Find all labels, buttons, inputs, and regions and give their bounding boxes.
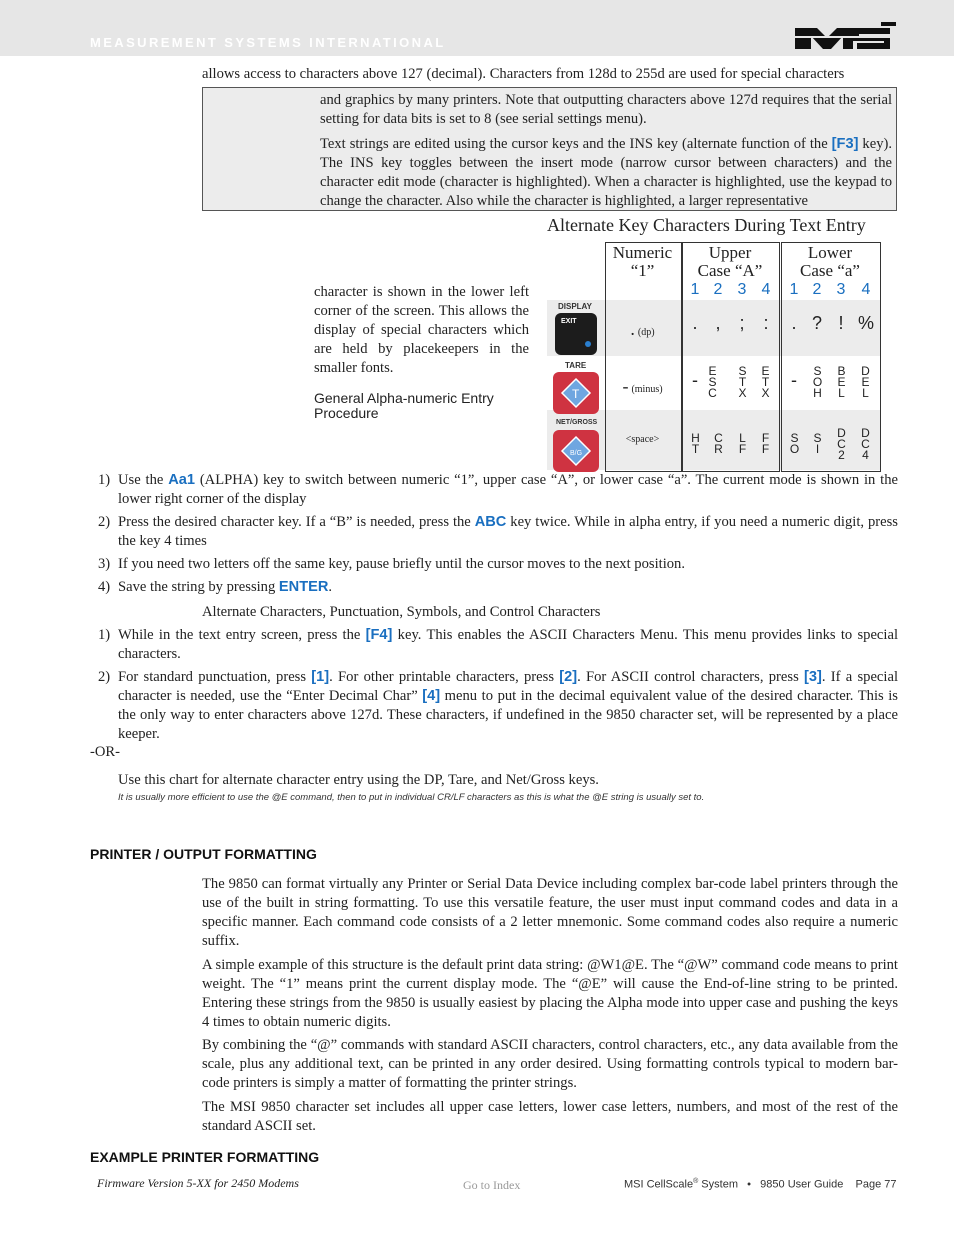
lower-num-4: 4 [861,281,871,298]
upper-r1-2: , [715,313,721,333]
note-para-1: and graphics by many printers. Note that outputting characters above 127d requires that the serial setting for data bits is set to 8 (see serial settings menu). [320,92,892,127]
svg-text:T: T [572,387,580,401]
lower-r2-2: SOH [812,364,823,400]
lower-r3-2: SI [813,431,822,456]
lower-r3-3: DC2 [837,426,846,462]
upper-r1-1: . [692,313,698,333]
step-2: 2) Press the desired character key. If a “B” is needed, press the ABC key twice. While in alpha entry, if you need a numeric digit, press the key 4 times [98,514,898,549]
paragraph-4: The MSI 9850 character set includes all upper case letters, lower case letters, numbers, and most of the rest of the standard ASCII set. [202,1099,898,1134]
note-box [202,87,897,211]
chart-title: Alternate Key Characters During Text Entry [547,215,866,235]
footer-firmware: Firmware Version 5-XX for 2450 Modems [97,1176,299,1190]
upper-r2-3: STX [738,364,747,400]
intro-text: allows access to characters above 127 (decimal). Characters from 128d to 255d are used for special characters [202,66,845,82]
alt-step-2: 2) For standard punctuation, press [1]. For other printable characters, press [2]. For ASCII control characters, press [3]. If a special character is needed, use the “Enter Decimal Char” [4] menu to put in the decimal equivalent value of the desired character. This is the only way to enter characters above 127d. These characters, if undefined in the 9850 character set, will be represented by a place keeper. [98,669,899,742]
company-name: MEASUREMENT SYSTEMS INTERNATIONAL [90,35,446,50]
lower-header: Lower [807,243,853,262]
lower-r2-3: BEL [837,364,846,400]
upper-num-4: 4 [761,281,771,298]
tare-key-icon [553,372,599,414]
lower-subheader: Case “a” [800,261,860,280]
step-1: 1) Use the Aa1 (ALPHA) key to switch between numeric “1”, upper case “A”, or lower case “a”. The current mode is shown in the lower right corner of the display [98,472,898,507]
upper-r3-1: HT [691,431,700,456]
netgross-key-icon [553,430,599,472]
lower-r3-4: DC4 [861,426,870,462]
upper-r3-2: CR [714,431,723,456]
upper-r3-3: LF [738,431,747,456]
lower-r1-4: % [857,313,874,333]
lower-r1-2: ? [811,313,822,333]
key-1-link[interactable]: [1] [311,669,330,685]
go-to-index-link[interactable]: Go to Index [463,1178,521,1192]
lower-num-3: 3 [836,281,846,298]
footer-page-info: MSI CellScale® System • 9850 User Guide Page 77 [624,1178,897,1191]
lower-num-2: 2 [812,281,822,298]
key-4-link[interactable]: [4] [422,688,441,704]
upper-r1-3: ; [739,313,745,333]
display-key-label: DISPLAY [558,302,592,311]
paragraph-2: A simple example of this structure is the default print data string: @W1@E. The “@W” command code means to print weight. The “1” means print the current display mode. The “@E” will cause the End-of-line string to be printed. Entering these strings from the 9850 is usually easiest by placing the Alpha mode into upper case and pushing the keys 4 times to obtain numeric digits. [202,957,898,1030]
lower-num-1: 1 [789,281,799,298]
f3-key-link[interactable]: [F3] [831,136,859,152]
subhead-alternate-chars: Alternate Characters, Punctuation, Symbols, and Control Characters [202,604,601,620]
upper-num-2: 2 [713,281,723,298]
numeric-header: Numeric [612,243,673,262]
lower-r3-1: SO [789,431,800,456]
chart-use-text: Use this chart for alternate character entry using the DP, Tare, and Net/Gross keys. [118,772,599,788]
lower-r1-3: ! [838,313,844,333]
note-para-2: Text strings are edited using the cursor keys and the INS key (alternate function of the [F3] key). The INS key toggles between the insert mode (narrow cursor between characters) and the character edit mode (character is highlighted). When a character is highlighted, use the keypad to change the character. Also while the character is highlighted, a larger representative [320,136,892,209]
msi-logo [795,22,896,50]
alt-step-1: 1) While in the text entry screen, press the [F4] key. This enables the ASCII Characters Menu. This menu provides links to special characters. [98,627,899,662]
abc-key-link[interactable]: ABC [474,514,507,530]
step-3: 3) If you need two letters off the same key, pause briefly until the cursor moves to the next position. [98,556,685,572]
subhead-general-entry: General Alpha-numeric Entry Procedure [314,390,494,421]
side-paragraph: character is shown in the lower left corner of the screen. This allows the display of special characters which are held by placekeepers in the smaller fonts. [314,284,529,376]
upper-r3-4: FF [761,431,770,456]
lower-r2-1: - [791,370,797,390]
upper-r2-1: - [692,370,698,390]
enter-key-link[interactable]: ENTER [278,579,329,595]
section-example-printer: EXAMPLE PRINTER FORMATTING [90,1149,320,1165]
lower-r2-4: DEL [861,364,870,400]
lower-r1-1: . [791,313,797,333]
upper-r2-4: ETX [761,364,770,400]
aa1-key-link[interactable]: Aa1 [168,472,195,488]
step-4: 4) Save the string by pressing ENTER. [98,579,333,595]
key-2-link[interactable]: [2] [559,669,578,685]
tare-key-label: TARE [565,361,587,370]
numeric-subheader: “1” [630,261,655,280]
numeric-space: <space> [625,434,660,445]
paragraph-3: By combining the “@” commands with standard ASCII characters, control characters, etc., any data available from the scale, plus any additional text, can be printed in any order desired. Using formatting controls typical to modern bar-code printers is simply a matter of formatting the printer strings. [202,1037,898,1091]
paragraph-1: The 9850 can format virtually any Printer or Serial Data Device including complex bar-code label printers through the use of the built in string formatting. To use this versatile feature, the user must input command codes and data in a specific manner. Each command code consists of a 2 letter mnemonic. Some command codes also require a numeric suffix. [202,876,898,949]
upper-r1-4: : [763,313,769,333]
svg-text:B/G: B/G [570,450,583,457]
numeric-dp: . (dp) [630,319,655,339]
upper-r2-2: ESC [708,364,717,400]
or-text: -OR- [90,744,120,760]
display-exit-key-icon: EXIT [555,313,597,355]
numeric-minus: - (minus) [622,376,663,396]
netgross-key-label: NET/GROSS [556,419,598,426]
section-printer-output: PRINTER / OUTPUT FORMATTING [90,846,317,862]
f4-key-link[interactable]: [F4] [365,627,393,643]
upper-header: Upper [708,243,752,262]
upper-num-3: 3 [737,281,747,298]
upper-subheader: Case “A” [697,261,763,280]
upper-num-1: 1 [690,281,700,298]
tip-text: It is usually more efficient to use the @E command, then to put in individual CR/LF characters as this is what the @E string is usually set to. [118,792,705,803]
key-3-link[interactable]: [3] [804,669,822,685]
